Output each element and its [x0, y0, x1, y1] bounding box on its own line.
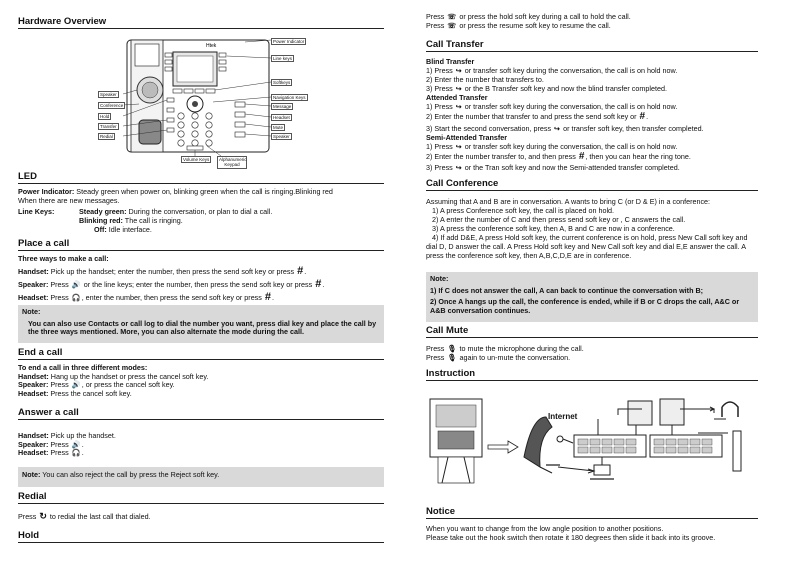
label-headset: Headset	[273, 115, 290, 120]
instruction-diagram	[428, 387, 758, 492]
blind-title: Blind Transfer	[426, 57, 475, 66]
hold-heading: Hold	[18, 530, 384, 543]
place-handset-label: Handset:	[18, 266, 49, 276]
led-off-text: Idle interface.	[106, 225, 152, 234]
redial-text-b: to redial the last call that dialed.	[47, 512, 151, 521]
answer-note-text: You can also reject the call by press the Reject soft key.	[40, 470, 220, 479]
hardware-overview-heading: Hardware Overview	[18, 16, 384, 29]
led-line-label: Line Keys:	[18, 207, 55, 216]
answer-handset-label: Handset:	[18, 431, 49, 440]
notice-heading: Notice	[426, 506, 758, 519]
att-1b: or transfer soft key during the conversation, the call is on hold now.	[462, 102, 678, 111]
right-column	[404, 0, 808, 563]
att-2b: .	[646, 112, 649, 121]
conference-heading: Call Conference	[426, 178, 758, 191]
blind-3b: or the B Transfer soft key and now the blind transfer completed.	[462, 84, 667, 93]
hold-icon: ☏	[447, 20, 457, 30]
speaker-icon: 🔊	[71, 439, 81, 449]
label-navigation-keys: Navigation Keys	[273, 95, 306, 100]
end-call-body	[18, 364, 384, 399]
conference-body	[426, 197, 758, 260]
place-note-text: You can also use Contacts or call log to dial the number you want, press dial key and place the call by the three ways mentioned. More, you can also alternate the mode during the call.	[28, 318, 377, 337]
answer-call-heading: Answer a call	[18, 407, 384, 420]
semi-2b: , then you can hear the ring tone.	[585, 151, 691, 161]
conference-note-title: Note:	[430, 274, 449, 283]
label-speaker-right: Speaker	[273, 134, 290, 139]
transfer-icon: ↪	[455, 102, 462, 111]
notice-l2: Please take out the hook switch then rotate it 180 degrees then slide it back into its groove.	[426, 533, 716, 543]
place-call-intro: Three ways to make a call:	[18, 254, 109, 263]
conference-l3: 3) A press the conference soft key, then A, B and C are now in a conference.	[432, 224, 675, 233]
label-mute: Mute	[273, 125, 284, 130]
end-handset-label: Handset:	[18, 371, 49, 381]
label-transfer: Transfer	[100, 124, 117, 129]
transfer-icon: ↪	[455, 163, 462, 172]
transfer-icon: ↪	[554, 123, 561, 133]
place-speaker-label: Speaker:	[18, 279, 49, 289]
end-speaker-label: Speaker:	[18, 380, 49, 390]
conference-l2: 2) A enter the number of C and then press send soft key or , C answers the call.	[432, 215, 686, 224]
blind-3a: 3) Press	[426, 84, 455, 93]
redial-icon: ↻	[39, 511, 47, 521]
place-headset-text-a: Press	[48, 293, 71, 303]
answer-handset-text: Pick up the handset.	[48, 431, 116, 440]
hold-icon: ☏	[447, 12, 457, 21]
semi-3b: or the Tran soft key and now the Semi-attended transfer completed.	[462, 163, 680, 172]
place-handset-text: Pick up the handset; enter the number, then press the send soft key or press	[48, 266, 297, 276]
answer-call-note	[18, 467, 384, 487]
conference-l4: 4) If add D&E, A press Hold soft key, the current conference is on hold, press New Call soft key and dial D, D answer the call. A Press Hold soft key and New Call soft key and dial E,E answer the call. A press the conference soft key, then A,B,C,D,E are in conference.	[426, 233, 748, 260]
label-speaker-left: Speaker	[100, 92, 117, 97]
phone-brand-label: Htek	[206, 43, 217, 49]
speaker-icon: 🔊	[71, 279, 81, 289]
answer-speaker-label: Speaker:	[18, 439, 49, 449]
label-message: Message	[273, 104, 292, 109]
end-speaker-text-b: , or press the cancel soft key.	[81, 380, 175, 390]
attended-title: Attended Transfer	[426, 93, 488, 102]
mute-l2b: again to un-mute the conversation.	[457, 353, 571, 363]
place-speaker-text-a: Press	[48, 279, 71, 289]
led-power-label: Power Indicator:	[18, 187, 75, 196]
redial-heading: Redial	[18, 491, 384, 504]
transfer-icon: ↪	[455, 141, 462, 151]
label-softkeys: Softkeys	[273, 80, 291, 85]
pound-icon: #	[315, 277, 322, 290]
headset-icon: 🎧	[71, 293, 81, 303]
answer-headset-label: Headset:	[18, 448, 49, 458]
place-call-heading: Place a call	[18, 238, 384, 251]
conference-note-2: 2) Once A hangs up the call, the conference is ended, while if B or C drops the call, A&C or A&B conversation continues.	[430, 297, 740, 315]
transfer-body	[426, 57, 758, 172]
transfer-icon: ↪	[455, 66, 462, 75]
led-blink-text: The call is ringing.	[122, 216, 183, 225]
speaker-icon: 🔊	[71, 380, 81, 390]
label-line-keys: Line keys	[273, 56, 293, 61]
pound-icon: #	[264, 291, 271, 304]
headset-icon: 🎧	[71, 448, 81, 458]
redial-text-a: Press	[18, 512, 39, 521]
label-power-indicator: Power Indicator	[273, 39, 305, 44]
blind-2: 2) Enter the number that transfers to.	[426, 75, 544, 84]
pound-icon: #	[297, 264, 304, 277]
end-headset-label: Headset:	[18, 388, 49, 398]
answer-note-label: Note:	[22, 470, 41, 479]
transfer-icon: ↪	[455, 84, 462, 93]
conference-l1: 1) A press Conference soft key, the call is placed on hold.	[432, 206, 615, 215]
label-conference: Conference	[100, 103, 124, 108]
conference-note-1: 1) If C does not answer the call, A can back to continue the conversation with B;	[430, 285, 704, 295]
pound-icon: #	[639, 111, 646, 122]
hold-line1-a: Press	[426, 12, 447, 21]
led-steady-label: Steady green:	[79, 207, 127, 216]
end-handset-text: Hang up the handset or press the cancel soft key.	[48, 371, 209, 381]
semi-title: Semi-Attended Transfer	[426, 132, 508, 142]
led-line-keys	[18, 207, 384, 234]
notice-l1: When you want to change from the low angle position to another positions.	[426, 524, 664, 533]
semi-3a: 3) Press	[426, 163, 455, 172]
end-headset-text: Press the cancel soft key.	[48, 388, 132, 398]
connection-illustration	[428, 387, 758, 492]
hold-line1-b: or press the hold soft key during a call to hold the call.	[457, 12, 631, 21]
transfer-heading: Call Transfer	[426, 39, 758, 52]
mute-l1a: Press	[426, 344, 447, 353]
answer-headset-text: Press	[48, 448, 71, 458]
instruction-heading: Instruction	[426, 368, 758, 381]
place-headset-label: Headset:	[18, 293, 49, 303]
att-2a: 2) Enter the number that transfer to and press the send soft key or	[426, 112, 639, 121]
att-3a: 3) Start the second conversation, press	[426, 123, 554, 133]
place-headset-text-b: , enter the number, then press the send soft key or press	[81, 293, 264, 303]
notice-body	[426, 524, 758, 543]
att-3b: or transfer soft key, then transfer completed.	[561, 123, 704, 133]
place-call-note	[18, 305, 384, 343]
place-call-body: Three ways to make a call: Handset: Pick up the handset; enter the number, then press the send soft key or press #. Speaker: Press 🔊 or the line keys; enter the number, then press the send soft key or press #. Headset: Press 🎧, enter the number, then press the send soft key or press #.	[18, 255, 384, 304]
label-hold: Hold	[100, 114, 110, 119]
end-call-intro: To end a call in three different modes:	[18, 363, 148, 372]
label-redial: Redial	[100, 134, 113, 139]
mute-l1b: to mute the microphone during the call.	[457, 344, 584, 353]
answer-call-body: Handset: Pick up the handset. Speaker: Press 🔊. Headset: Press 🎧.	[18, 431, 116, 458]
led-power-text: Steady green when power on, blinking green when the call is ringing.Blinking red	[74, 187, 333, 196]
semi-2a: 2) Enter the number transfer to, and then press	[426, 151, 578, 161]
led-steady-text: During the conversation, or plan to dial a call.	[126, 207, 273, 216]
redial-body	[18, 511, 384, 522]
conference-intro: Assuming that A and B are in conversation. A wants to bring C (or D & E) in a conference:	[426, 197, 711, 206]
mute-heading: Call Mute	[426, 325, 758, 338]
led-power	[18, 188, 384, 205]
hold-line2-b: or press the resume soft key to resume the call.	[457, 20, 611, 30]
conference-note	[426, 272, 758, 322]
led-heading: LED	[18, 171, 384, 184]
hold-line2-a: Press	[426, 20, 447, 30]
end-call-heading: End a call	[18, 347, 384, 360]
semi-1a: 1) Press	[426, 141, 455, 151]
phone-diagram	[95, 38, 345, 168]
led-off-label: Off:	[94, 225, 107, 234]
microphone-icon: 🎙	[447, 344, 457, 353]
microphone-icon: 🎙	[447, 353, 457, 363]
semi-1b: or transfer soft key during the conversation, the call is on hold now.	[462, 141, 678, 151]
end-speaker-text-a: Press	[48, 380, 71, 390]
place-note-title: Note:	[22, 307, 41, 316]
answer-speaker-text: Press	[48, 439, 71, 449]
pound-icon: #	[578, 150, 585, 162]
mute-body	[426, 344, 758, 363]
led-blink-label: Blinking red:	[79, 216, 123, 225]
label-volume-keys: Volume Keys	[183, 157, 210, 162]
hold-lines	[426, 13, 758, 30]
place-speaker-text-b: or the line keys; enter the number, then press the send soft key or press	[81, 279, 315, 289]
phone-illustration	[95, 38, 345, 168]
mute-l2a: Press	[426, 353, 447, 363]
blind-1a: 1) Press	[426, 66, 455, 75]
internet-label: Internet	[548, 412, 578, 421]
blind-1b: or transfer soft key during the conversation, the call is on hold now.	[462, 66, 678, 75]
label-alphanumeric-keypad: Alphanumeric Keypad	[219, 157, 247, 168]
led-power-text2: When there are new messages.	[18, 195, 120, 205]
att-1a: 1) Press	[426, 102, 455, 111]
